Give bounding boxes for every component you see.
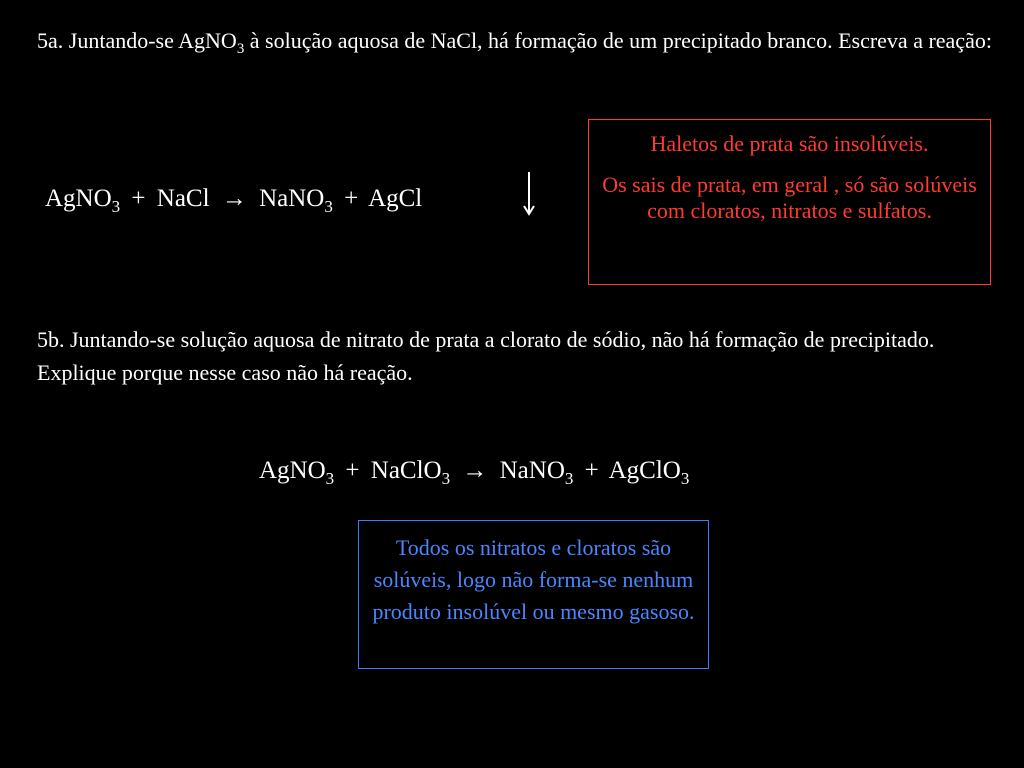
eq1-reactant2: NaCl	[156, 185, 210, 212]
eq1-product2: AgCl	[368, 185, 423, 212]
precipitate-down-arrow-icon	[521, 170, 537, 216]
eq2-reactant2-sub: 3	[441, 468, 451, 488]
question-5a-text-after: à solução aquosa de NaCl, há formação de um precipitado branco. Escreva a reação:	[244, 28, 992, 53]
eq2-product2: AgClO	[608, 457, 681, 484]
question-5a-subscript: 3	[236, 41, 245, 58]
equation-2	[259, 456, 689, 486]
note-box-red-line1: Haletos de prata são insolúveis.	[650, 131, 929, 156]
eq1-reactant1: AgNO	[45, 185, 112, 212]
eq2-product1: NaNO	[499, 457, 565, 484]
note-box-blue: Todos os nitratos e cloratos são solúveis, logo não forma-se nenhum produto insolúvel ou mesmo gasoso.	[358, 520, 709, 669]
eq2-reactant1-sub: 3	[325, 468, 335, 488]
eq2-plus2: +	[584, 457, 599, 484]
note-box-red	[588, 119, 991, 285]
eq2-product1-sub: 3	[564, 468, 574, 488]
eq1-product1-sub: 3	[324, 196, 333, 216]
eq1-plus1: +	[131, 185, 146, 212]
eq1-arrow: →	[221, 185, 247, 212]
question-5b: 5b. Juntando-se solução aquosa de nitrato de prata a clorato de sódio, não há formação de precipitado. Explique porque nesse caso não há reação.	[37, 327, 935, 385]
eq2-product2-sub: 3	[680, 468, 690, 488]
eq2-reactant2: NaClO	[370, 457, 442, 484]
eq2-reactant1: AgNO	[259, 457, 326, 484]
note-box-red-line2: Os sais de prata, em geral , só são solúveis com cloratos, nitratos e sulfatos.	[602, 172, 977, 223]
equation-1	[45, 184, 422, 214]
eq1-product1: NaNO	[259, 185, 325, 212]
eq2-plus1: +	[345, 457, 360, 484]
eq2-arrow: →	[462, 457, 488, 484]
question-5a	[37, 24, 997, 57]
question-5a-text-before: 5a. Juntando-se AgNO	[37, 28, 237, 53]
eq1-reactant1-sub: 3	[111, 196, 121, 216]
eq1-plus2: +	[344, 185, 359, 212]
